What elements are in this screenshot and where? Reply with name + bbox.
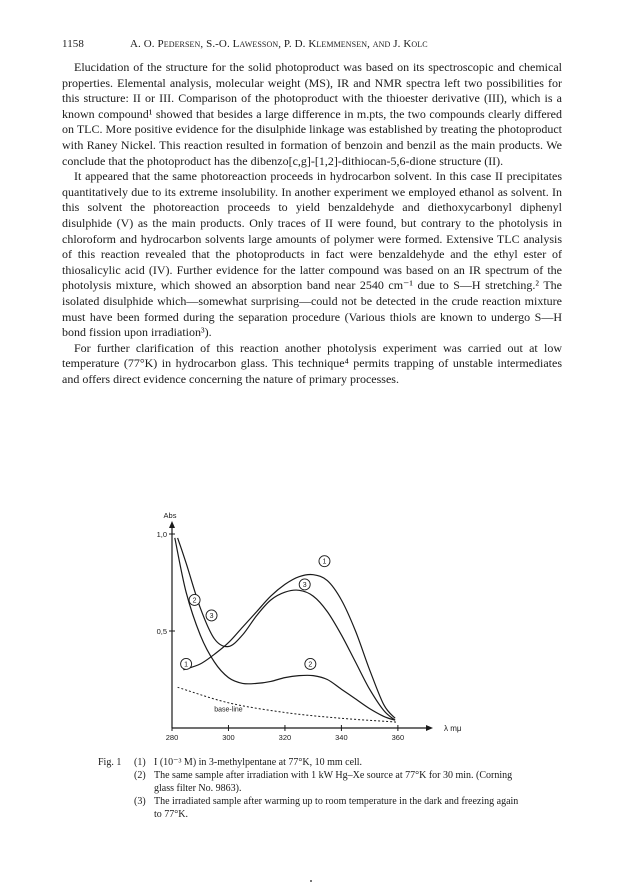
x-tick-label: 300 <box>222 733 235 742</box>
page-header <box>62 38 562 54</box>
caption-item-1 <box>98 756 528 769</box>
paragraph-1: Elucidation of the structure for the solid photoproduct was based on its spectroscopic and chemical properties. Elemental analysis, molecular weight (MS), IR and NMR spectra left two possibilities for this structure: II or III. Comparison of the photoproduct with the thioester derivative (III), which is a known compound¹ showed that besides a large difference in m.pts, the two compounds clearly differed on TLC. More positive evidence for the disulphide linkage was established by treating the photoproduct with Raney Nickel. This reaction resulted in formation of benzoin and benzil as the main products. We conclude that the photoproduct has the dibenzo[c,g]-[1,2]-dithiocan-5,6-dione structure (II). <box>62 60 562 168</box>
caption-label: Fig. 1 <box>98 757 122 768</box>
caption-item-number: (3) <box>134 796 146 807</box>
y-tick-label: 0,5 <box>156 627 167 636</box>
absorption-spectrum-chart <box>150 508 462 773</box>
chart-labels <box>157 511 462 742</box>
page-number: 1158 <box>62 38 84 50</box>
chart-curves <box>175 538 398 722</box>
figure-caption <box>98 756 528 821</box>
paragraph-3: For further clarification of this reaction another photolysis experiment was carried out at low temperature (77°K) in hydrocarbon glass. This technique⁴ permits trapping of unstable intermediates and offers direct evidence concerning the nature of primary processes. <box>62 340 562 386</box>
curve-marker-number: 2 <box>192 597 197 605</box>
figure-1 <box>150 508 462 773</box>
y-axis-label: Abs <box>163 511 177 520</box>
y-tick-label: 1,0 <box>156 530 167 539</box>
x-axis-label: λ mμ <box>444 724 462 733</box>
x-tick-label: 320 <box>278 733 292 742</box>
caption-item-2 <box>98 769 528 795</box>
curve-marker-number: 3 <box>209 612 214 620</box>
caption-item-3 <box>98 795 528 821</box>
curve-1 <box>183 575 395 719</box>
caption-item-number: (1) <box>134 757 146 768</box>
curve-marker-number: 1 <box>184 661 189 669</box>
curve-2 <box>175 538 395 720</box>
x-axis-arrow-icon <box>426 725 433 731</box>
caption-item-number: (2) <box>134 770 146 781</box>
curve-3 <box>178 538 396 720</box>
x-tick-label: 340 <box>335 733 348 742</box>
y-axis-arrow-icon <box>169 521 175 528</box>
x-tick-label: 360 <box>391 733 405 742</box>
body-text <box>62 60 562 387</box>
curve-marker-number: 3 <box>302 581 307 589</box>
caption-item-text: The same sample after irradiation with 1 kW Hg–Xe source at 77°K for 30 min. (Corning glass filter No. 9863). <box>154 770 513 794</box>
footer-mark <box>310 880 312 882</box>
chart-axes <box>169 521 433 731</box>
x-tick-label: 280 <box>165 733 179 742</box>
curve-marker-number: 1 <box>322 558 327 566</box>
caption-item-text: I (10⁻³ M) in 3-methylpentane at 77°K, 10 mm cell. <box>154 757 363 768</box>
paragraph-2: It appeared that the same photoreaction proceeds in hydrocarbon solvent. In this case II precipitates quantitatively due to its extreme insolubility. In another experiment we employed ethanol as solvent. In this solvent the photoreaction proceeds to yield benzaldehyde and diethoxycarbonyl diphenyl disulphide (V) as the main products. Only traces of II were found, but contrary to the photolysis in chloroform and hydrocarbon solvents large amounts of polymer were formed. Extensive TLC analysis of this reaction revealed that the photoproducts in fact were benzaldehyde and the ethyl ester of thiosalicylic acid (IV). Further evidence for the latter compound was based on an IR spectrum of the photolysis mixture, which showed an absorption band near 2540 cm⁻¹ due to S—H stretching.² The isolated disulphide which—somewhat surprising—could not be detected in the crude reaction mixture must have been formed during the separation procedure (Various thiols are known to undergo S—H bond fission upon irradiation³). <box>62 169 562 340</box>
baseline-label: base-line <box>214 706 243 714</box>
caption-item-text: The irradiated sample after warming up to room temperature in the dark and freezing again to 77°K. <box>154 796 519 820</box>
curve-marker-number: 2 <box>308 661 313 669</box>
author-line: A. O. Pedersen, S.-O. Lawesson, P. D. Klemmensen, and J. Kolc <box>130 38 428 50</box>
